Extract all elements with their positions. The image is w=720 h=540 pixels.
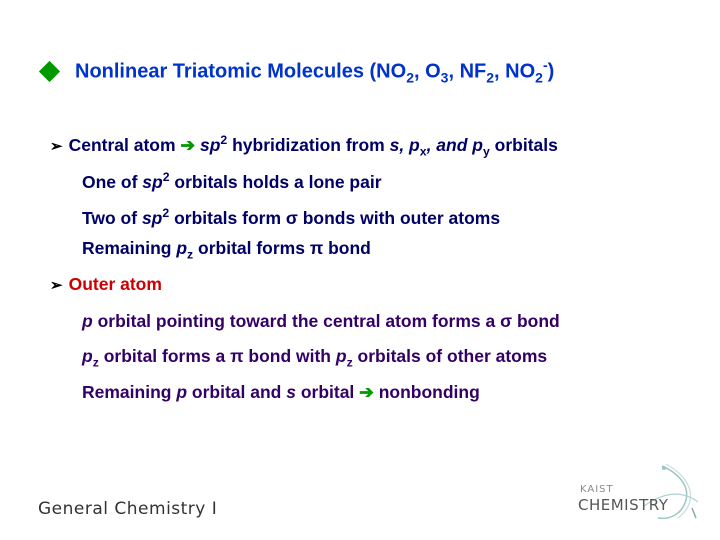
- outer-atom-heading: ➢ Outer atom: [50, 274, 162, 294]
- diamond-icon: [39, 60, 60, 81]
- right-arrow-icon: ➔: [359, 382, 374, 402]
- central-lone-pair-line: One of $sp^2$ orbitals holds a lone pair: [82, 170, 382, 192]
- arrowhead-icon: ➢: [50, 277, 63, 294]
- kaist-chemistry-logo: [574, 462, 702, 524]
- central-sigma-line: Two of $sp^2$ orbitals form σ bonds with outer atoms: [82, 206, 501, 228]
- arrowhead-icon: ➢: [50, 137, 63, 155]
- central-atom-heading: ➢ Central atom ➔ $sp^2$ hybridization from s, $p_x$, and $p_y$ orbitals: [50, 133, 558, 159]
- central-pi-line: Remaining $p_z$ orbital forms π bond: [82, 238, 371, 262]
- footer-course-name: General Chemistry I: [38, 499, 218, 519]
- logo-kaist-text: KAIST: [580, 484, 614, 495]
- outer-pi-line: $p_z$ orbital forms a π bond with $p_z$ orbitals of other atoms: [82, 346, 548, 370]
- outer-nonbonding-line: Remaining p orbital and s orbital ➔ nonbonding: [82, 382, 480, 402]
- slide-title: Nonlinear Triatomic Molecules ($NO_2$, $O_3$, $NF_2$, $NO_2^-$): [75, 56, 555, 86]
- slide-title-row: [38, 56, 554, 86]
- outer-sigma-line: p orbital pointing toward the central atom forms a σ bond: [82, 311, 560, 331]
- logo-chemistry-text: CHEMISTRY: [578, 496, 669, 514]
- right-arrow-icon: ➔: [180, 134, 196, 155]
